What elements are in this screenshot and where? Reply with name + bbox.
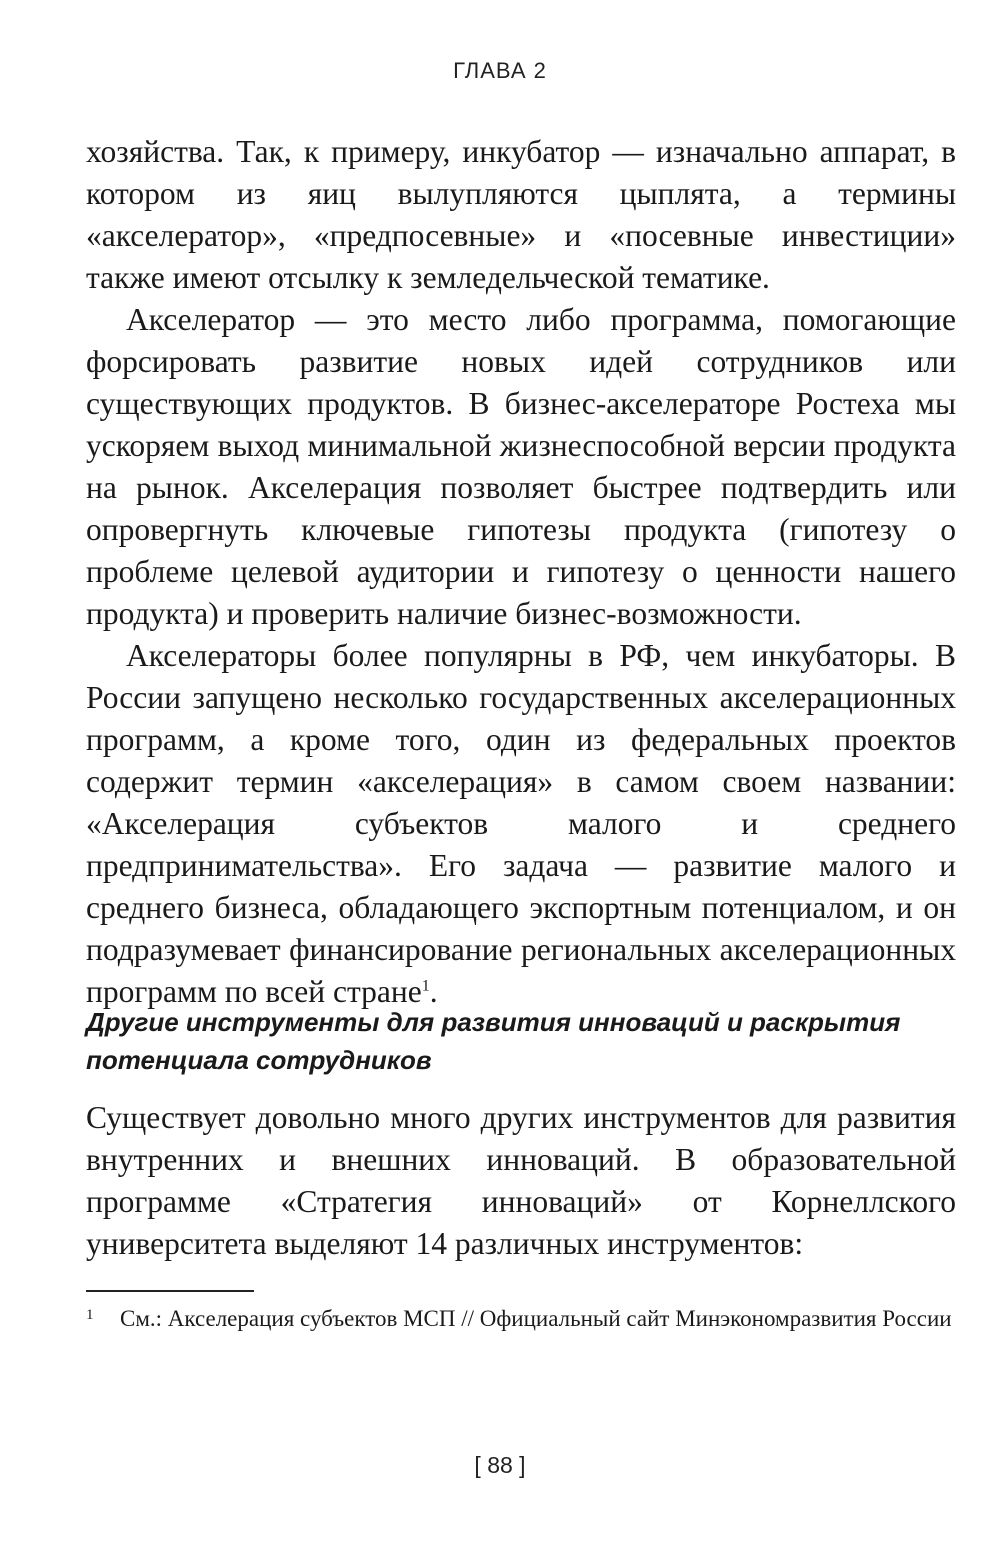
paragraph-accelerator-definition: Акселератор — это место либо программа, помогающие форсировать развитие новых идей сотрудников или существующих продуктов. В бизнес-акселераторе Ростеха мы ускоряем выход минимальной жизнеспособной версии продукта на рынок. Акселерация позволяет быстрее подтвердить или опровергнуть ключевые гипотезы продукта (гипотезу о проблеме целевой аудитории и гипотезу о ценности нашего продукта) и проверить наличие бизнес-возможности.	[86, 302, 956, 631]
paragraph-other-tools: Существует довольно много других инструментов для развития внутренних и внешних инноваций. В образовательной программе «Стратегия инноваций» от Корнеллского университета выделяют 14 различных инструментов:	[86, 1100, 956, 1261]
footnote-reference[interactable]: 1	[421, 977, 430, 995]
footnote-separator	[86, 1290, 254, 1292]
footnote-text: См.: Акселерация субъектов МСП // Официальный сайт Минэкономразвития России	[120, 1306, 952, 1331]
page-number: [ 88 ]	[474, 1452, 526, 1478]
footnote-mark: 1	[86, 1307, 94, 1323]
section-heading: Другие инструменты для развития инноваций и раскрытия потенциала сотрудников	[86, 1007, 901, 1075]
paragraph-end-punctuation: .	[429, 974, 438, 1009]
paragraph-continued: хозяйства. Так, к примеру, инкубатор — изначально аппарат, в котором из яиц вылупляются цыплята, а термины «акселератор», «предпосевные» и «посевные инвестиции» также имеют отсылку к земледельческой тематике.	[86, 134, 956, 295]
footnote	[86, 1303, 956, 1335]
running-head: ГЛАВА 2	[453, 58, 547, 83]
paragraph-text: Акселераторы более популярны в РФ, чем инкубаторы. В России запущено несколько государственных акселерационных программ, а кроме того, один из федеральных проектов содержит термин «акселерация» в самом своем названии: «Акселерация субъектов малого и среднего предпринимательства». Его задача — развитие малого и среднего бизнеса, обладающего экспортным потенциалом, и он подразумевает финансирование региональных акселерационных программ по всей стране	[86, 638, 956, 1009]
paragraph-accelerators-russia	[86, 635, 956, 1013]
